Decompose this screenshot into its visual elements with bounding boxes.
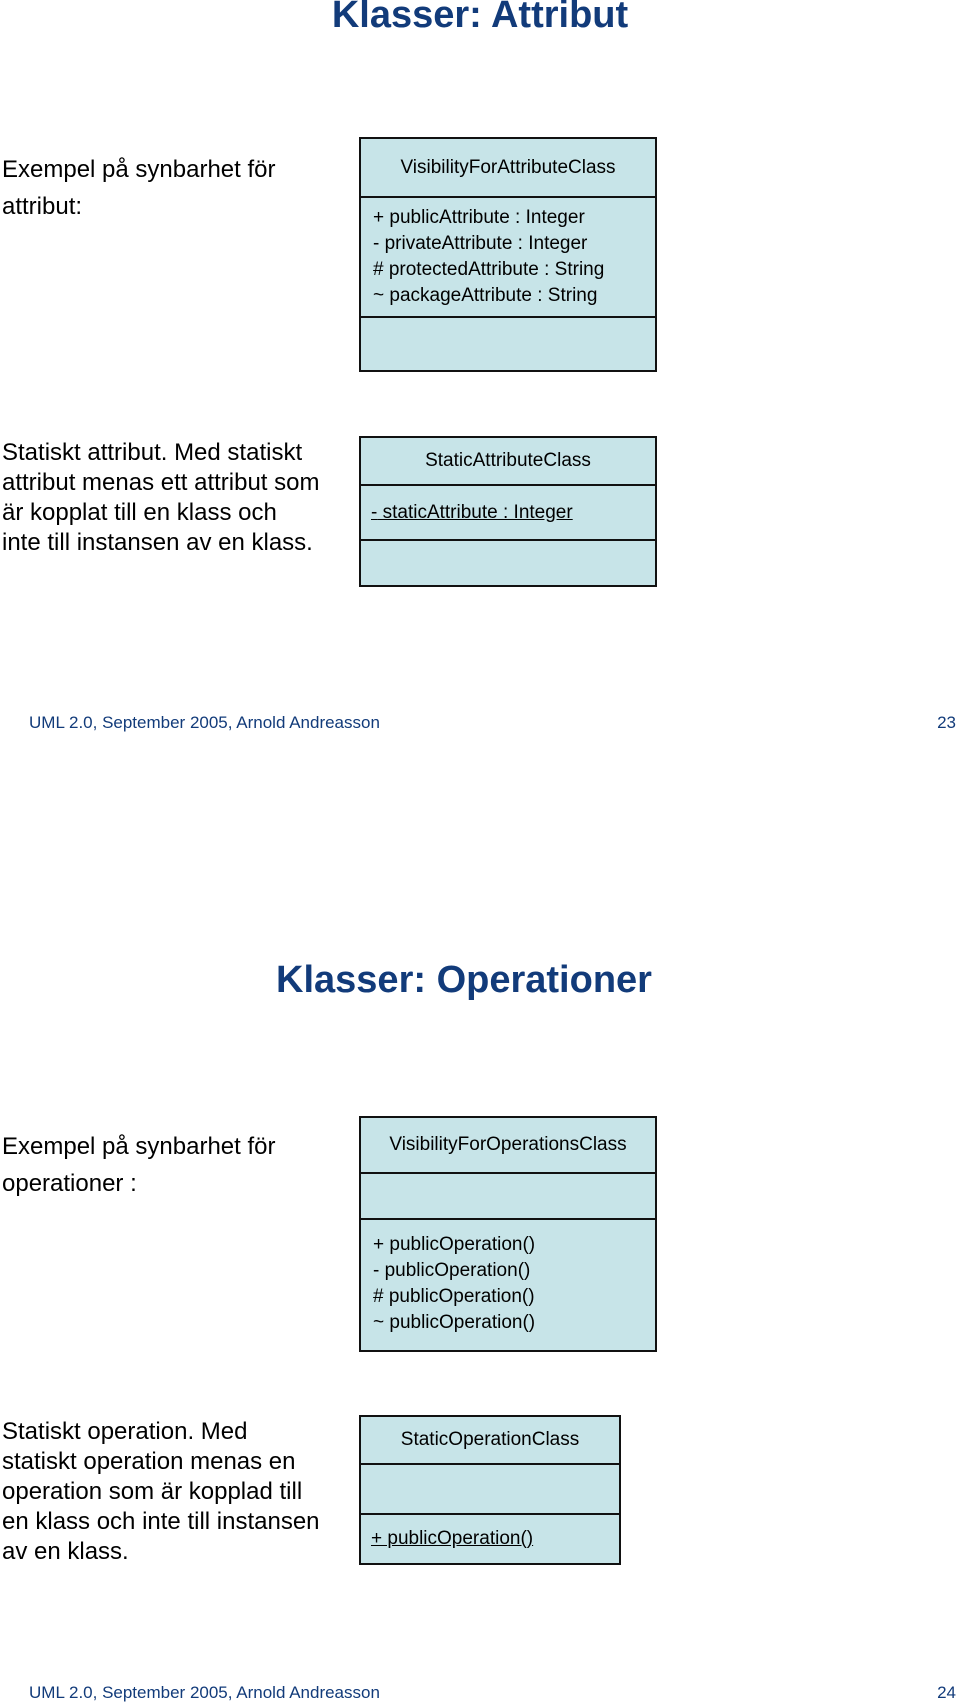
- uml-class-name: StaticAttributeClass: [361, 438, 655, 486]
- footer-text: UML 2.0, September 2005, Arnold Andreasson: [29, 1683, 380, 1702]
- static-attribute-text: Statiskt attribut. Med statiskt attribut menas ett attribut som är kopplat till en klass och inte till instansen av en klass.: [2, 439, 320, 556]
- uml-attribute-section: [361, 1174, 655, 1220]
- uml-static-operation: + publicOperation(): [371, 1528, 534, 1549]
- uml-class-name: StaticOperationClass: [361, 1417, 619, 1465]
- uml-attribute: # protectedAttribute : String: [373, 259, 605, 280]
- uml-class-name: VisibilityForAttributeClass: [361, 139, 655, 198]
- uml-class-visibility-operations: [359, 1116, 657, 1352]
- uml-attribute: + publicAttribute : Integer: [373, 207, 585, 228]
- uml-attribute-section: [361, 198, 655, 318]
- static-operation-text: Statiskt operation. Med statiskt operation menas en operation som är kopplad till en klass och inte till instansen av en klass.: [2, 1418, 320, 1565]
- page-number: 23: [937, 713, 956, 732]
- slide-title: Klasser: Attribut: [331, 0, 629, 36]
- uml-attribute: ~ packageAttribute : String: [373, 285, 598, 306]
- page-number: 24: [937, 1683, 956, 1702]
- uml-operation-section: [361, 318, 655, 370]
- uml-operation-section: [361, 1220, 655, 1348]
- uml-class-static-operation: [359, 1415, 621, 1565]
- uml-class-visibility-attributes: [359, 137, 657, 372]
- uml-operation: ~ publicOperation(): [373, 1312, 536, 1333]
- uml-static-attribute: - staticAttribute : Integer: [371, 501, 573, 523]
- uml-attribute: - privateAttribute : Integer: [373, 233, 588, 254]
- uml-attribute-section: [361, 486, 655, 541]
- uml-operation: - publicOperation(): [373, 1260, 531, 1281]
- uml-operation: # publicOperation(): [373, 1286, 535, 1307]
- uml-class-name: VisibilityForOperationsClass: [361, 1118, 655, 1174]
- uml-operation-section: [361, 541, 655, 585]
- example-text: Exempel på synbarhet för operationer :: [2, 1133, 276, 1197]
- uml-class-static-attribute: [359, 436, 657, 587]
- uml-attribute-section: [361, 1465, 619, 1515]
- uml-operation: + publicOperation(): [373, 1234, 536, 1255]
- uml-operation-section: [361, 1515, 619, 1563]
- slide-title: Klasser: Operationer: [276, 959, 652, 1001]
- example-text: Exempel på synbarhet för attribut:: [2, 156, 276, 220]
- footer-text: UML 2.0, September 2005, Arnold Andreasson: [29, 713, 380, 732]
